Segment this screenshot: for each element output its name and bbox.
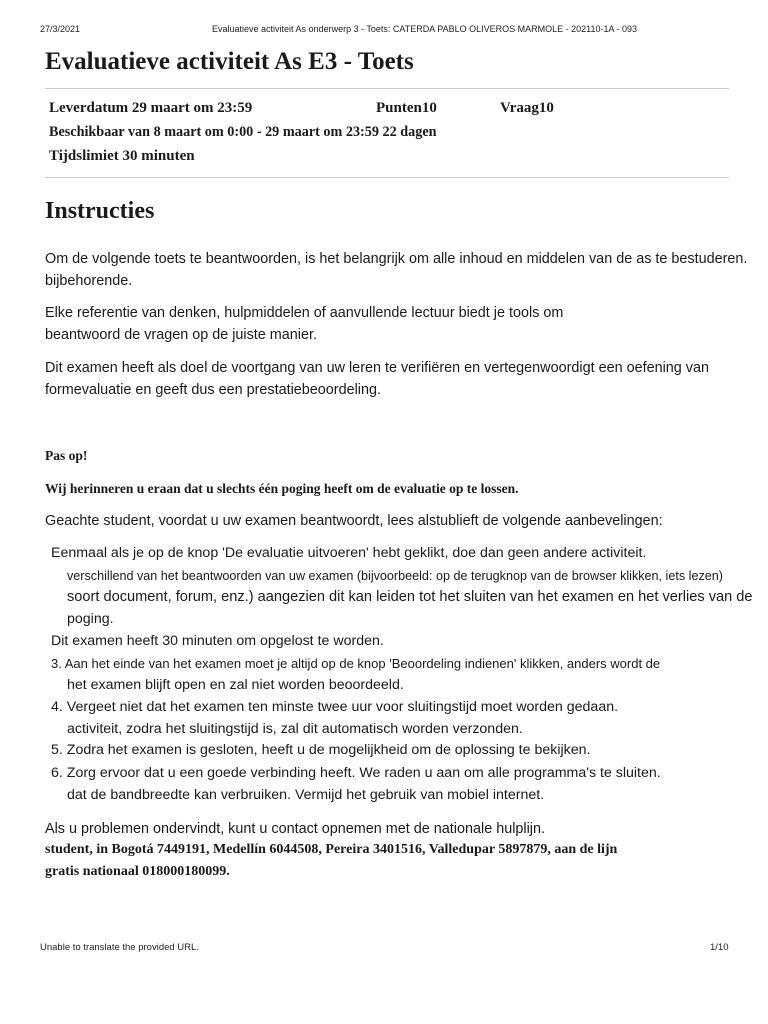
text-line: formevaluatie en geeft dus een prestatiebeoordeling. <box>45 382 382 398</box>
list-item: 4. Vergeet niet dat het examen ten minste twee uur voor sluitingstijd moet worden gedaan. <box>51 699 619 715</box>
list-item-continuation: soort document, forum, enz.) aangezien dit kan leiden tot het sluiten van het examen en het verlies van de <box>67 589 753 605</box>
paragraph-2 <box>45 302 563 346</box>
text-line: Dit examen heeft als doel de voortgang van uw leren te verifiëren en vertegenwoordigt een oefening van <box>45 360 709 376</box>
page-number: 1/10 <box>710 942 729 953</box>
text-line: bijbehorende. <box>45 273 133 289</box>
list-item-continuation: dat de bandbreedte kan verbruiken. Vermijd het gebruik van mobiel internet. <box>67 787 545 803</box>
paragraph-3 <box>45 357 709 401</box>
time-limit: Tijdslimiet 30 minuten <box>49 148 195 164</box>
support-contact: Als u problemen ondervindt, kunt u contact opnemen met de nationale hulplijn. <box>45 821 545 837</box>
divider-top <box>45 88 729 89</box>
warning-title: Pas op! <box>45 448 88 463</box>
print-page-title: Evaluatieve activiteit As onderwerp 3 - Toets: CATERDA PABLO OLIVEROS MARMOLE - 202110-1A - 093 <box>212 24 638 34</box>
due-date: Leverdatum 29 maart om 23:59 <box>49 100 253 116</box>
warning-text: Wij herinneren u eraan dat u slechts één poging heeft om de evaluatie op te lossen. <box>45 481 519 496</box>
list-item-continuation: activiteit, zodra het sluitingstijd is, zal dit automatisch worden verzonden. <box>67 721 523 737</box>
print-date: 27/3/2021 <box>40 24 81 34</box>
list-item: 3. Aan het einde van het examen moet je altijd op de knop 'Beoordeling indienen' klikken, anders wordt de <box>51 656 661 671</box>
list-item-continuation: poging. <box>67 611 114 627</box>
list-item: 5. Zodra het examen is gesloten, heeft u de mogelijkheid om de oplossing te bekijken. <box>51 742 591 758</box>
recommendations-intro: Geachte student, voordat u uw examen beantwoordt, lees alstublieft de volgende aanbevelingen: <box>45 513 663 529</box>
instructions-heading: Instructies <box>45 198 155 224</box>
support-phones-line: student, in Bogotá 7449191, Medellín 6044508, Pereira 3401516, Valledupar 5897879, aan de lijn <box>45 842 618 857</box>
paragraph-1 <box>45 248 747 292</box>
list-item-continuation: verschillend van het beantwoorden van uw examen (bijvoorbeeld: op de terugknop van de browser klikken, iets lezen) <box>67 569 723 583</box>
page-title: Evaluatieve activiteit As E3 - Toets <box>45 48 414 75</box>
list-item: Dit examen heeft 30 minuten om opgelost te worden. <box>51 633 384 649</box>
points: Punten10 <box>376 100 437 116</box>
text-line: beantwoord de vragen op de juiste manier. <box>45 327 318 343</box>
text-line: Om de volgende toets te beantwoorden, is het belangrijk om alle inhoud en middelen van de as te bestuderen. <box>45 251 748 267</box>
footer-url-note: Unable to translate the provided URL. <box>40 942 199 953</box>
list-item: Eenmaal als je op de knop 'De evaluatie uitvoeren' hebt geklikt, doe dan geen andere activiteit. <box>51 545 647 561</box>
list-item: 6. Zorg ervoor dat u een goede verbinding heeft. We raden u aan om alle programma's te sluiten. <box>51 765 661 781</box>
availability: Beschikbaar van 8 maart om 0:00 - 29 maart om 23:59 22 dagen <box>49 124 437 140</box>
list-item-continuation: het examen blijft open en zal niet worden beoordeeld. <box>67 677 404 693</box>
question-count: Vraag10 <box>500 100 554 116</box>
text-line: Elke referentie van denken, hulpmiddelen of aanvullende lectuur biedt je tools om <box>45 305 564 321</box>
support-phones-line: gratis nationaal 018000180099. <box>45 864 230 879</box>
divider-bottom <box>45 177 729 178</box>
